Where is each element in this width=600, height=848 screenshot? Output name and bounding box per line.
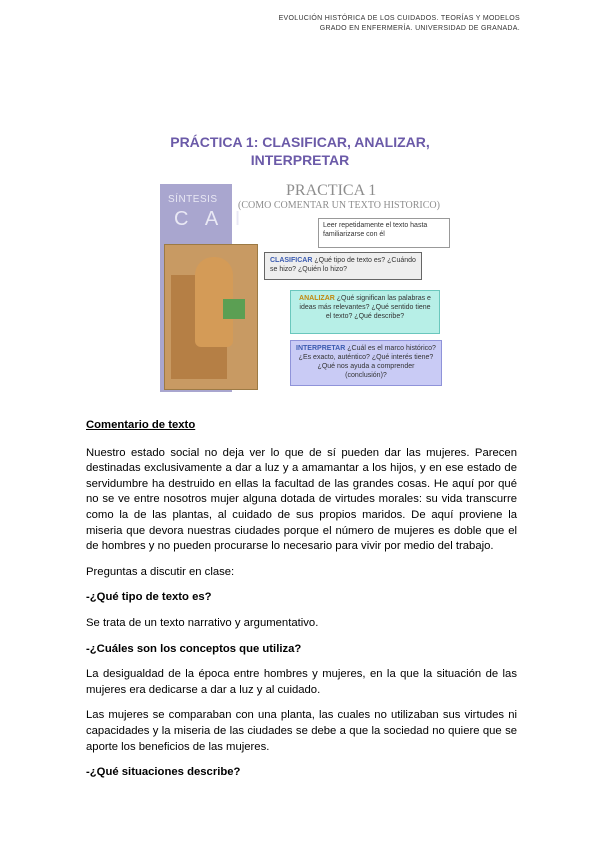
title-line-1: PRÁCTICA 1: CLASIFICAR, ANALIZAR, [170,134,430,150]
section-title: Comentario de texto [86,419,196,431]
question-3: -¿Qué situaciones describe? [86,766,241,779]
analyze-keyword: ANALIZAR [299,295,335,302]
classify-keyword: CLASIFICAR [270,257,313,264]
header-line-2: GRADO EN ENFERMERÍA. UNIVERSIDAD DE GRANADA. [319,25,520,32]
question-2: -¿Cuáles son los conceptos que utiliza? [86,642,302,655]
answer-2-part-1: La desigualdad de la época entre hombres y mujeres, en la que la situación de las mujeres era dedicarse a dar a luz y al cuidado. [86,668,517,696]
analyze-text: ¿Qué significan las palabras e ideas más relevantes? ¿Qué sentido tiene el texto? ¿Qué describe? [299,295,431,320]
interpret-box [290,340,442,386]
document-header [279,14,520,34]
figure-side-label: SÍNTESIS [168,194,218,205]
title-line-2: INTERPRETAR [250,152,350,168]
answer-1: Se trata de un texto narrativo y argumentativo. [86,616,319,629]
header-line-1: EVOLUCIÓN HISTÓRICA DE LOS CUIDADOS. TEORÍAS Y MODELOS [278,15,520,22]
classify-box [264,252,422,280]
analyze-box [290,290,440,334]
book-shape [223,299,245,319]
practice-figure [160,184,448,392]
page-title [0,133,600,169]
questions-intro: Preguntas a discutir en clase: [86,565,235,578]
interpret-text: ¿Cuál es el marco histórico? ¿Es exacto, auténtico? ¿Qué interés tiene? ¿Qué nos ayuda a comprender (conclusión)? [298,345,436,379]
interpret-keyword: INTERPRETAR [296,345,346,352]
document-content [86,418,517,791]
figure-side-letters: C A I [174,208,247,230]
figure-subheading: (COMO COMENTAR UN TEXTO HISTORICO) [238,200,440,211]
question-1: -¿Qué tipo de texto es? [86,591,212,604]
text-paragraph: Nuestro estado social no deja ver lo que de sí pueden dar las mujeres. Parecen destinadas exclusivamente a dar a luz y a amamantar a los hijos, y en ese estado de servidumbre ha destruido en ellas la facultad de las grandes cosas. He aquí por qué no se ve entre nosotros mujer alguna dotada de virtudes morales: su vida transcurre como la de las plantas, al cuidado de sus propios maridos. De aquí proviene la miseria que devora nuestras ciudades porque el número de mujeres es doble que el de hombres y no pueden procurarse lo necesario para vivir por medio del trabajo. [86,446,517,553]
reading-person-illustration [164,244,258,390]
figure-heading: PRACTICA 1 [286,182,377,199]
classify-text: ¿Qué tipo de texto es? ¿Cuándo se hizo? ¿Quién lo hizo? [270,257,416,273]
answer-2-part-2: Las mujeres se comparaban con una planta, las cuales no utilizaban sus virtudes ni capacidades y la miseria de las ciudades se debe a que la sociedad no quiere que se aporte los beneficios de las mujeres. [86,709,517,753]
figure-note: Leer repetidamente el texto hasta familiarizarse con él [318,218,450,248]
